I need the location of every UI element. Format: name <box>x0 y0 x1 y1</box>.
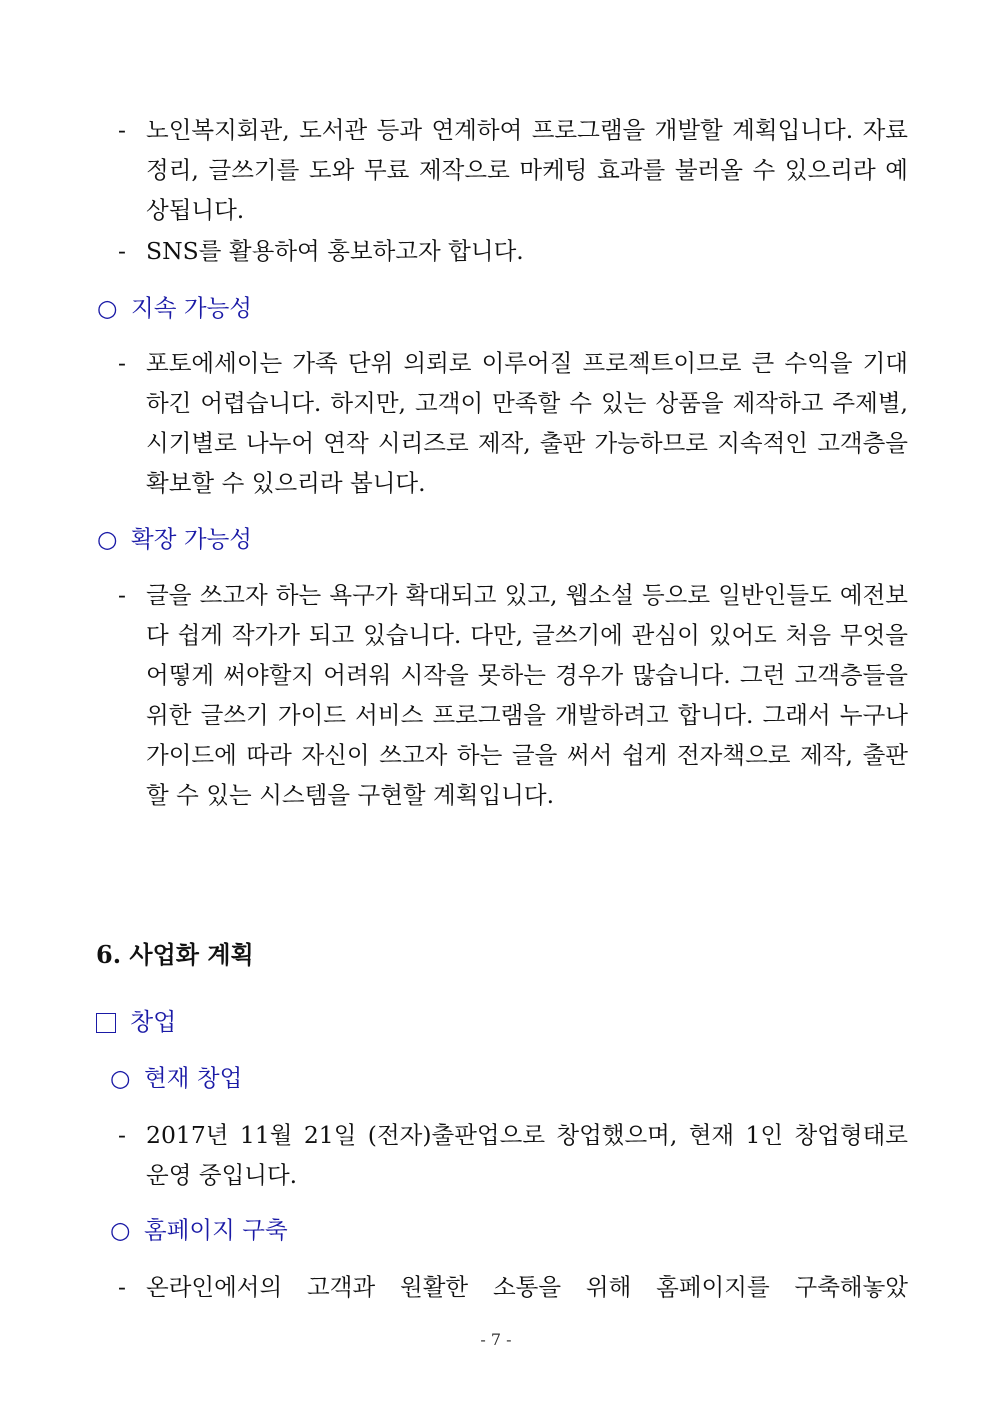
bullet-item <box>118 1267 908 1307</box>
dash-marker: - <box>118 349 126 377</box>
paragraph-text: 2017년 11월 21일 (전자)출판업으로 창업했으며, 현재 1인 창업형태로 운영 중입니다. <box>146 1121 908 1189</box>
heading-scalability <box>97 519 252 559</box>
paragraph-text: 온라인에서의 고객과 원활한 소통을 위해 홈페이지를 구축해놓았 <box>146 1273 908 1301</box>
dash-marker: - <box>118 1273 126 1301</box>
paragraph-text: 포토에세이는 가족 단위 의뢰로 이루어질 프로젝트이므로 큰 수익을 기대하긴 어렵습니다. 하지만, 고객이 만족할 수 있는 상품을 제작하고 주제별, 시기별로 나누어 연작 시리즈로 제작, 출판 가능하므로 지속적인 고객층을 확보할 수 있으리라 봅니다. <box>146 349 908 497</box>
square-bullet-icon <box>96 1013 116 1033</box>
heading-text: 확장 가능성 <box>131 525 252 553</box>
dash-marker: - <box>118 116 126 144</box>
heading-text: 지속 가능성 <box>131 294 252 322</box>
bullet-item <box>118 1115 908 1195</box>
subsection-text: 창업 <box>130 1008 177 1036</box>
heading-text: 현재 창업 <box>144 1064 243 1092</box>
paragraph-text: SNS를 활용하여 홍보하고자 합니다. <box>146 237 524 265</box>
dash-marker: - <box>118 237 126 265</box>
section-title: 6. 사업화 계획 <box>96 940 254 969</box>
circle-bullet-icon: ○ <box>110 1216 131 1244</box>
heading-homepage <box>110 1210 288 1250</box>
heading-current-startup <box>110 1058 242 1098</box>
subsection-heading <box>96 1002 176 1042</box>
heading-sustainability <box>97 288 252 328</box>
paragraph-text: 노인복지회관, 도서관 등과 연계하여 프로그램을 개발할 계획입니다. 자료 정리, 글쓰기를 도와 무료 제작으로 마케팅 효과를 불러올 수 있으리라 예상됩니다. <box>146 116 908 224</box>
page-number: - 7 - <box>480 1330 512 1349</box>
circle-bullet-icon: ○ <box>97 525 118 553</box>
dash-marker: - <box>118 581 126 609</box>
circle-bullet-icon: ○ <box>97 294 118 322</box>
paragraph-text: 글을 쓰고자 하는 욕구가 확대되고 있고, 웹소설 등으로 일반인들도 예전보다 쉽게 작가가 되고 있습니다. 다만, 글쓰기에 관심이 있어도 처음 무엇을 어떻게 써야할지 어려워 시작을 못하는 경우가 많습니다. 그런 고객층들을 위한 글쓰기 가이드 서비스 프로그램을 개발하려고 합니다. 그래서 누구나 가이드에 따라 자신이 쓰고자 하는 글을 써서 쉽게 전자책으로 제작, 출판할 수 있는 시스템을 구현할 계획입니다. <box>146 581 908 809</box>
bullet-item <box>118 343 908 503</box>
heading-text: 홈페이지 구축 <box>144 1216 288 1244</box>
bullet-item <box>118 231 908 271</box>
circle-bullet-icon: ○ <box>110 1064 131 1092</box>
dash-marker: - <box>118 1121 126 1149</box>
bullet-item <box>118 110 908 230</box>
bullet-item <box>118 575 908 815</box>
